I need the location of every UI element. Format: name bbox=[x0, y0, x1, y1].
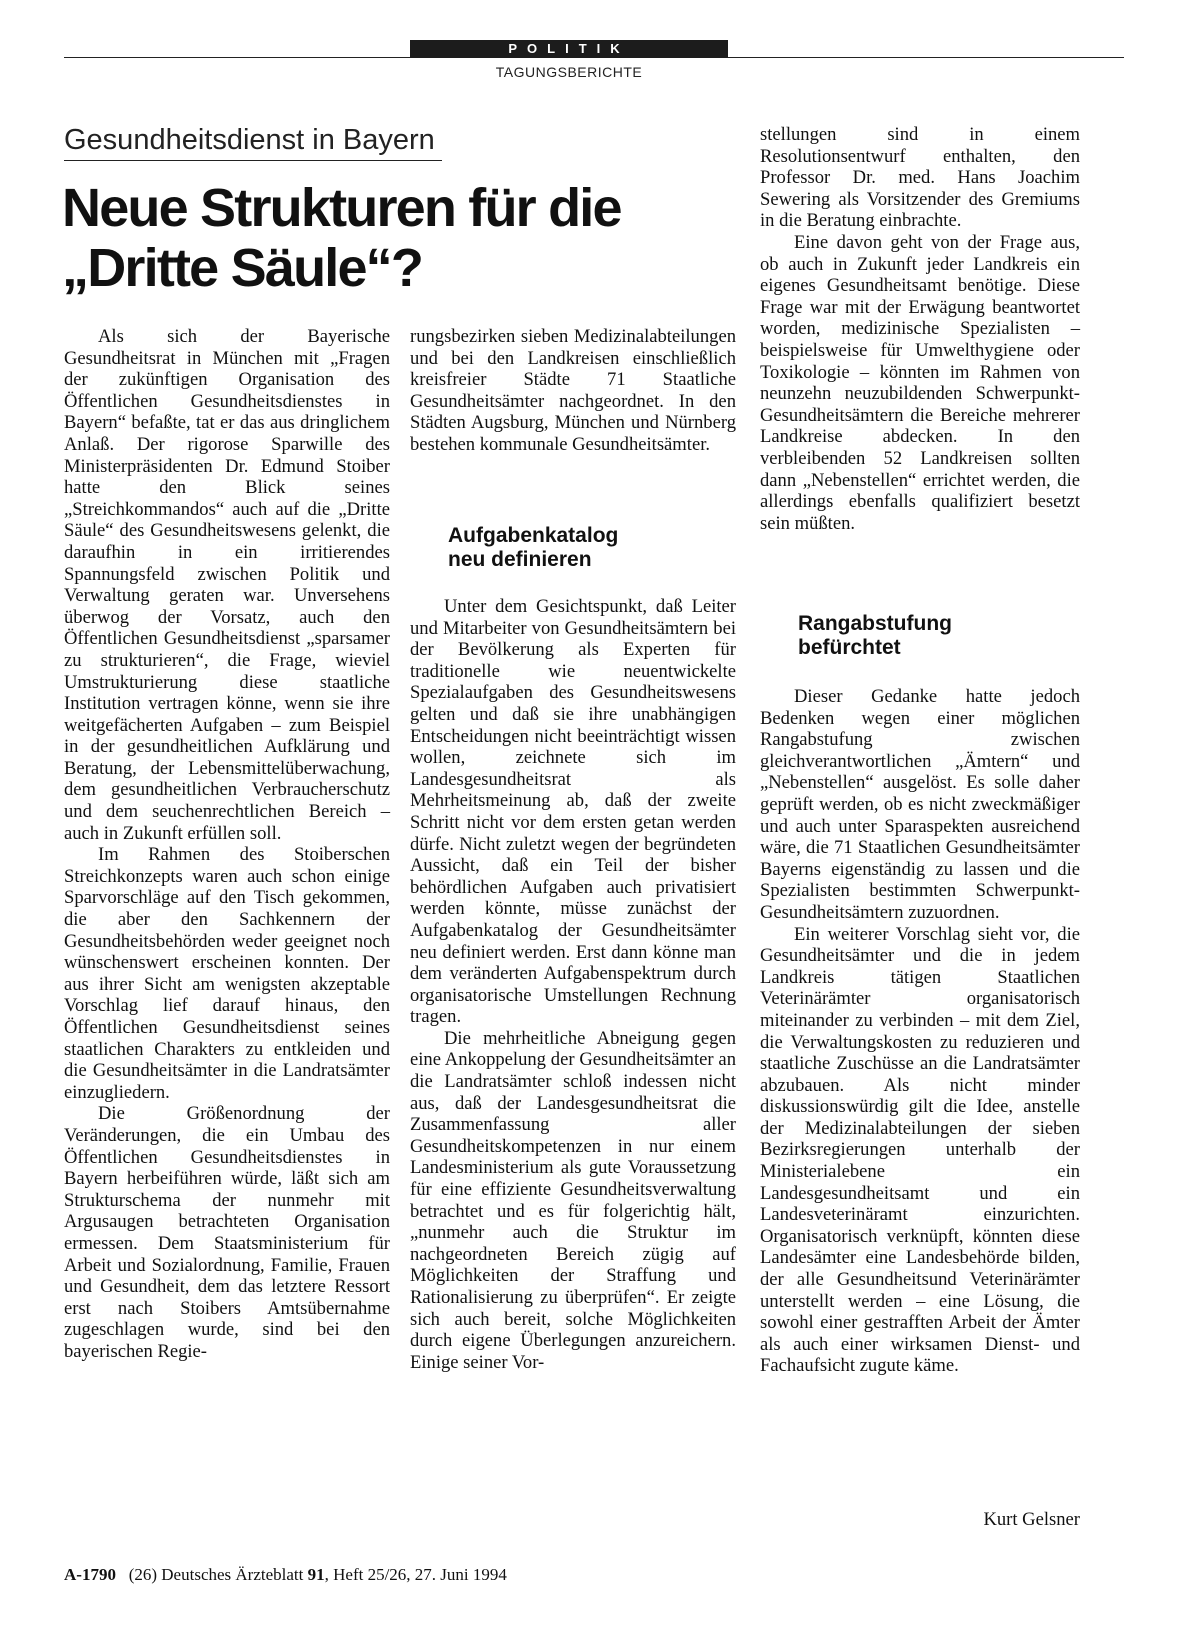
paragraph: stellungen sind in einem Resolutionsentwurf enthalten, den Professor Dr. med. Hans Joachim Sewering als Vorsitzender des Gremiums in die Beratung einbrachte. bbox=[760, 124, 1080, 232]
paragraph: rungsbezirken sieben Medizinalabteilungen und bei den Landkreisen einschließlich kreisfreier Städte 71 Staatliche Gesundheitsämter nachgeordnet. In den Städten Augsburg, München und Nürnberg bestehen kommunale Gesundheitsämter. bbox=[410, 326, 736, 455]
subheading-line: befürchtet bbox=[798, 636, 901, 659]
subsection-label: TAGUNGSBERICHTE bbox=[495, 64, 643, 80]
subheading-line: Aufgabenkatalog bbox=[448, 524, 619, 547]
issue-info: , Heft 25/26, 27. Juni 1994 bbox=[324, 1565, 507, 1584]
paragraph: Ein weiterer Vorschlag sieht vor, die Gesundheitsämter und die in jedem Landkreis tätigen Staatlichen Veterinärämter organisatorisch miteinander zu verbinden – mit dem Ziel, die Verwaltungskosten zu reduzieren und staatliche Zuschüsse an die Landratsämter abzubauen. Als nicht minder diskussionswürdig gilt die Idee, anstelle der Medizinalabteilungen der sieben Bezirksregierungen unterhalb der Ministerialebene ein Landesgesundheitsamt und ein Landesveterinäramt einzurichten. Organisatorisch verknüpft, könnten diese Landesämter eine Landesbehörde bilden, der alle Gesundheitsund Veterinärämter unterstellt werden – eine Lösung, die sowohl einer gestrafften Arbeit der Ämter als auch einer wirksamen Dienst- und Fachaufsicht zugute käme. bbox=[760, 923, 1080, 1377]
paragraph: Als sich der Bayerische Gesundheitsrat in München mit „Fragen der zukünftigen Organisation des Öffentlichen Gesundheitsdienstes in Bayern“ befaßte, tat er das aus dringlichem Anlaß. Der rigorose Sparwille des Ministerpräsidenten Dr. Edmund Stoiber hatte den Blick seines „Streichkommandos“ auch auf die „Dritte Säule“ des Gesundheitswesens gelenkt, die daraufhin in ein irritierendes Spannungsfeld zwischen Politik und Verwaltung geraten war. Unversehens überwog der Vorsatz, auch den Öffentlichen Gesundheitsdienst „sparsamer zu strukturieren“, die Frage, wieviel Umstrukturierung diese staatliche Institution vertragen könne, wenn sie ihre weitgefächerten Aufgaben – zum Beispiel in der gesundheitlichen Aufklärung und Beratung, der Lebensmittelüberwachung, dem gesundheitlichen Verbraucherschutz und dem seuchenrechtlichen Bereich – auch in Zukunft erfüllen soll. bbox=[64, 326, 390, 844]
paragraph: Eine davon geht von der Frage aus, ob auch in Zukunft jeder Landkreis ein eigenes Gesundheitsamt benötige. Diese Frage war mit der Erwägung beantwortet worden, medizinische Spezialisten – beispielsweise für Umwelthygiene oder Toxikologie – könnten im Rahmen von neunzehn neuzubildenden Schwerpunkt-Gesundheitsämtern die Bereiche mehrerer Landkreise abdecken. In den verbleibenden 52 Landkreisen sollten dann „Nebenstellen“ errichtet werden, die allerdings ebenfalls qualifiziert besetzt sein müßten. bbox=[760, 231, 1080, 534]
article-headline: Neue Strukturen für die „Dritte Säule“? bbox=[62, 178, 621, 298]
article-column-2-continued bbox=[410, 596, 736, 1373]
subheading-line: neu definieren bbox=[448, 548, 592, 571]
journal-name: Deutsches Ärzteblatt bbox=[161, 1565, 304, 1584]
volume-number: 91 bbox=[307, 1565, 325, 1584]
article-column-2 bbox=[410, 326, 736, 456]
paragraph: Die Größenordnung der Veränderungen, die ein Umbau des Öffentlichen Gesundheitsdienstes in Bayern herbeiführen würde, läßt sich am Strukturschema der nunmehr mit Argusaugen betrachteten Organisation ermessen. Dem Staatsministerium für Arbeit und Sozialordnung, Familie, Frauen und Gesundheit, dem das letztere Ressort erst nach Stoibers Amtsübernahme zugeschlagen wurde, sind bei den bayerischen Regie- bbox=[64, 1103, 390, 1362]
paragraph: Die mehrheitliche Abneigung gegen eine Ankoppelung der Gesundheitsämter an die Landratsämter schloß indessen nicht aus, daß der Landesgesundheitsrat die Zusammenfassung aller Gesundheitskompetenzen in nur einem Landesministerium als gute Voraussetzung für eine effiziente Gesundheitsverwaltung betrachtet und es für folgerichtig hält, „nunmehr auch die Struktur im nachgeordneten Bereich zügig auf Möglichkeiten der Straffung und Rationalisierung zu überprüfen“. Er zeigte sich auch bereit, solche Möglichkeiten durch eigene Überlegungen anzureichern. Einige seiner Vor- bbox=[410, 1027, 736, 1373]
paragraph: Dieser Gedanke hatte jedoch Bedenken wegen einer möglichen Rangabstufung zwischen gleichverantwortlichen „Ämtern“ und „Nebenstellen“ ausgelöst. Es solle daher geprüft werden, ob es nicht zweckmäßiger und auch unter Sparaspekten ausreichend wäre, die 71 Staatlichen Gesundheitsämter Bayerns eigenständig zu lassen und die Spezialisten bestimmten Schwerpunkt-Gesundheitsämtern zuzuordnen. bbox=[760, 686, 1080, 923]
kicker-underline bbox=[64, 160, 442, 161]
paragraph: Im Rahmen des Stoiberschen Streichkonzepts waren auch schon einige Sparvorschläge auf den Tisch gekommen, die aber den Sachkennern der Gesundheitsbehörden weder geeignet noch wünschenswert erscheinen konnten. Der aus ihrer Sicht am wenigsten akzeptable Vorschlag lief darauf hinaus, den Öffentlichen Gesundheitsdienst seines staatlichen Charakters zu entkleiden und die Gesundheitsämter in die Landratsämter einzugliedern. bbox=[64, 844, 390, 1103]
article-column-3-continued bbox=[760, 686, 1080, 1377]
subheading-aufgabenkatalog bbox=[448, 524, 708, 572]
subheading-rangabstufung bbox=[798, 612, 1058, 660]
section-label: POLITIK bbox=[410, 40, 728, 58]
article-kicker: Gesundheitsdienst in Bayern bbox=[64, 124, 435, 156]
page-footer bbox=[64, 1565, 507, 1585]
subheading-line: Rangabstufung bbox=[798, 612, 952, 635]
paragraph: Unter dem Gesichtspunkt, daß Leiter und Mitarbeiter von Gesundheitsämtern bei der Bevölkerung als Experten für traditionelle wie neuentwickelte Spezialaufgaben des Gesundheitswesens gelten und daß sie ihre unabhängigen Entscheidungen nicht beeinträchtigt wissen wollen, zeichnete sich im Landesgesundheitsrat als Mehrheitsmeinung ab, daß der zweite Schritt nicht vor dem ersten getan werden dürfe. Nicht zuletzt wegen der begründeten Aussicht, daß ein Teil der bisher behördlichen Aufgaben auch privatisiert werden könnte, müsse zunächst der Aufgabenkatalog der Gesundheitsämter neu definiert werden. Erst dann könne man dem veränderten Aufgabenspektrum durch organisatorische Umstellungen Rechnung tragen. bbox=[410, 596, 736, 1028]
local-page-number: (26) bbox=[128, 1565, 158, 1584]
article-column-1 bbox=[64, 326, 390, 1363]
author-signature: Kurt Gelsner bbox=[983, 1509, 1080, 1530]
page-number: A-1790 bbox=[64, 1565, 116, 1584]
article-column-3 bbox=[760, 124, 1080, 534]
